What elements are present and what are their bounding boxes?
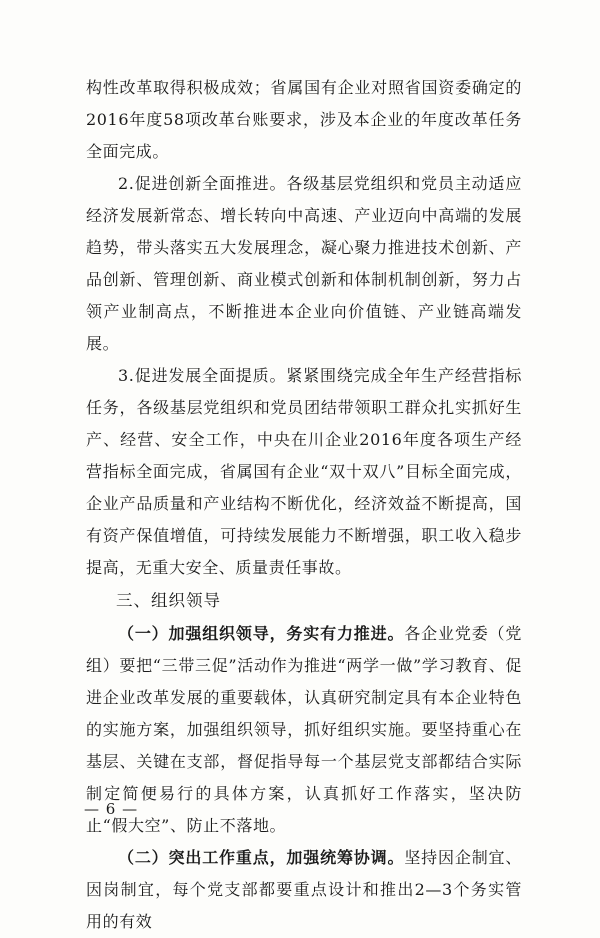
paragraph-lead-leadership: （一）加强组织领导，务实有力推进。 [118, 624, 405, 643]
paragraph-strengthen-leadership [86, 618, 522, 842]
paragraph-lead-focus: （二）突出工作重点，加强统筹协调。 [118, 848, 405, 867]
paragraph-body-focus: 坚持因企制宜、因岗制宜，每个党支部都要重点设计和推出2—3个务实管用的有效 [86, 848, 523, 931]
section-heading-organization: 三、组织领导 [116, 591, 221, 610]
paragraph-development: 3.促进发展全面提质。紧紧围绕完成全年生产经营指标任务，各级基层党组织和党员团结带领职工群众扎实抓好生产、经营、安全工作，中央在川企业2016年度各项生产经营指标全面完成，省属国有企业“双十双八”目标全面完成，企业产品质量和产业结构不断优化，经济效益不断提高，国有资产保值增值，可持续发展能力不断增强，职工收入稳步提高，无重大安全、质量责任事故。 [86, 366, 522, 577]
paragraph-body-leadership: 各企业党委（党组）要把“三带三促”活动作为推进“两学一做”学习教育、促进企业改革发展的重要载体，认真研究制定具有本企业特色的实施方案，加强组织领导，抓好组织实施。要坚持重心在基层、关键在支部，督促指导每一个基层党支部都结合实际制定简便易行的具体方案，认真抓好工作落实，坚决防止“假大空”、防止不落地。 [86, 624, 523, 835]
paragraph-reform-continuation: 构性改革取得积极成效；省属国有企业对照省国资委确定的2016年度58项改革台账要求，涉及本企业的年度改革任务全面完成。 [86, 78, 522, 161]
paragraph-highlight-focus [86, 842, 522, 938]
page-number: — 6 — [84, 800, 139, 818]
paragraph-innovation: 2.促进创新全面推进。各级基层党组织和党员主动适应经济发展新常态、增长转向中高速、产业迈向中高端的发展趋势，带头落实五大发展理念，凝心聚力推进技术创新、产品创新、管理创新、商业模式创新和体制机制创新，努力占领产业制高点，不断推进本企业向价值链、产业链高端发展。 [86, 174, 522, 353]
